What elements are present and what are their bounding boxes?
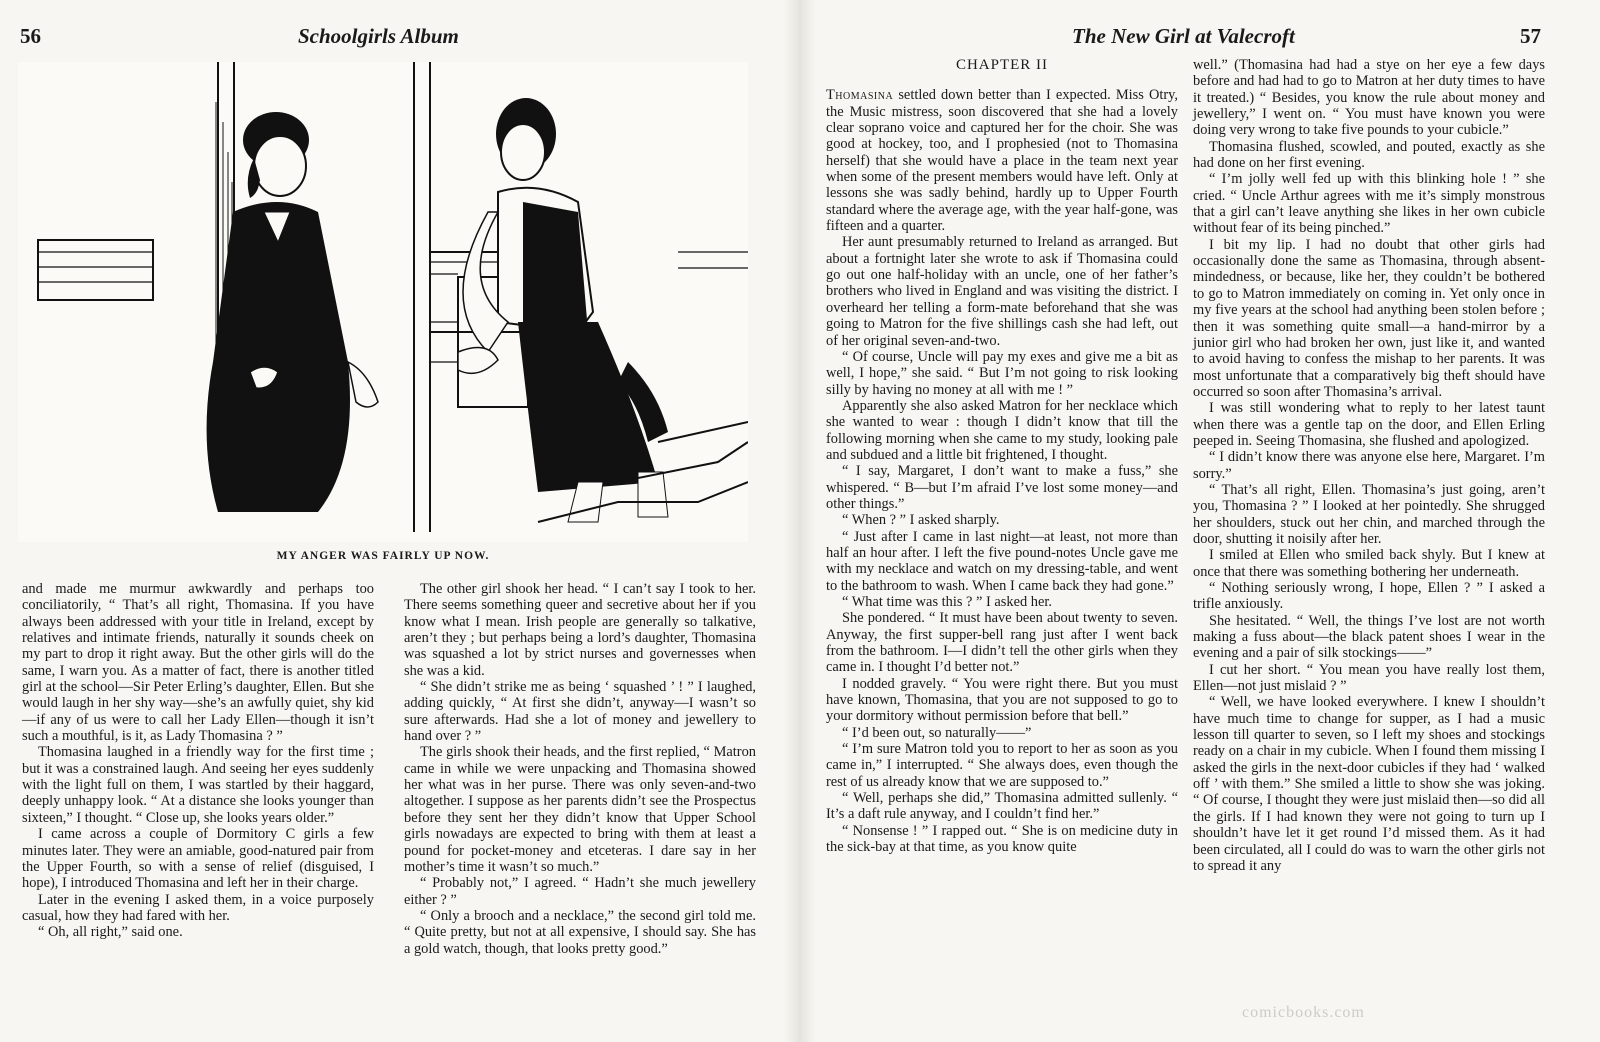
- paragraph-text: I smiled at Ellen who smiled back shyly. But I knew at once that there was something bothering her underneath.: [1193, 547, 1545, 580]
- paragraph-text: “ Well, perhaps she did,” Thomasina admitted sullenly. “ It’s a daft rule anyway, and I couldn’t find her.”: [826, 790, 1178, 823]
- paragraph: [22, 744, 374, 826]
- paragraph: [1193, 613, 1545, 662]
- paragraph: [826, 725, 1178, 741]
- right-running-head: The New Girl at Valecroft: [1072, 24, 1295, 48]
- paragraph-text: “ That’s all right, Ellen. Thomasina’s just going, aren’t you, Thomasina ? ” I looked at her pointedly. She shrugged her shoulders, stuck out her chin, and marched through the door, shutting it noisily after her.: [1193, 481, 1545, 547]
- paragraph-text: “ Probably not,” I agreed. “ Hadn’t she much jewellery either ? ”: [404, 875, 756, 908]
- paragraph-text: “ When ? ” I asked sharply.: [842, 512, 1000, 529]
- paragraph-text: “ I’d been out, so naturally——”: [842, 724, 1032, 741]
- paragraph: [22, 826, 374, 891]
- paragraph-text: I bit my lip. I had no doubt that other girls had occasionally done the same as Thomasina, through absent-mindedness, or because, like her, they couldn’t be bothered to go to Matron immediately on coming in. Yet only once in my five years at the school had anything been stolen before ; then it was something quite small—a hand-mirror by a junior girl who had broken her own, just like it, and wanted to avoid having to confess the mishap to her parents. It was most unfortunate that a comparatively big theft should have occurred so soon after Thomasina’s arrival.: [1193, 236, 1545, 400]
- paragraph-text: “ I’m sure Matron told you to report to her as soon as you came in,” I interrupted. “ She always does, even though the rest of us already know that we are supposed to.”: [826, 741, 1178, 790]
- paragraph: [404, 679, 756, 744]
- paragraph-text: I was still wondering what to reply to her latest taunt when there was a gentle tap on the door, and Ellen Erling peeped in. Seeing Thomasina, she flushed and apologized.: [1193, 400, 1545, 449]
- left-column-2: [404, 581, 756, 957]
- chapter-heading: CHAPTER II: [955, 57, 1049, 73]
- paragraph-text: The other girl shook her head. “ I can’t say I took to her. There seems something queer and secretive about her if you know what I mean. Irish people are generally so talkative, aren’t they ; but perhaps being a lord’s daughter, Thomasina was squashed a lot by strict nurses and governesses when she was a kid.: [404, 581, 756, 679]
- paragraph-text: “ She didn’t strike me as being ‘ squashed ’ ! ” I laughed, adding quickly, “ At first she didn’t, anyway—I wasn’t so sure afterwards. Had she a lot of money and jewellery to hand over ? ”: [404, 679, 756, 745]
- paragraph-text: settled down better than I expected. Miss Otry, the Music mistress, soon discovered that she had a lovely clear soprano voice and captured her for the choir. She was good at hockey, too, and I prophesied (not to Thomasina herself) that she would have a place in the team next year when some of the present members would have left. Only at lessons she was sadly behind, hardly up to Upper Fourth standard where the average age, with the year half-gone, was fifteen and a quarter.: [826, 87, 1178, 235]
- paragraph: [1193, 449, 1545, 482]
- paragraph: [1193, 139, 1545, 172]
- paragraph: [404, 908, 756, 957]
- paragraph: [1193, 547, 1545, 580]
- paragraph: [826, 610, 1178, 675]
- paragraph-text: “ Nothing seriously wrong, I hope, Ellen ? ” I asked a trifle anxiously.: [1193, 580, 1545, 613]
- paragraph: [1193, 171, 1545, 236]
- paragraph-text: “ I’m jolly well fed up with this blinking hole ! ” she cried. “ Uncle Arthur agrees with me it’s simply monstrous that a girl can’t leave anything she likes in her own cubicle without fear of its being pinched.”: [1193, 171, 1545, 237]
- paragraph-text: “ Only a brooch and a necklace,” the second girl told me. “ Quite pretty, but not at all expensive, I should say. She has a gold watch, though, that looks pretty good.”: [404, 907, 756, 957]
- paragraph-text: I cut her short. “ You mean you have really lost them, Ellen—not just mislaid ? ”: [1193, 661, 1545, 695]
- paragraph-text: “ Well, we have looked everywhere. I knew I shouldn’t have much time to change for supper, as I had a music lesson till quarter to seven, so I left my shoes and stockings ready on a chair in my cubicle. When I found them missing I asked the girls in the next-door cubicles if they had ‘ walked off ’ with them.” She smiled a little to show she was joking. “ Of course, I thought they were just mislaid then—so did all the girls. If I had known they were not going to turn up I shouldn’t have let it get round I’d missed them. As it had been circulated, all I could do was to warn the other girls not to spread it any: [1193, 694, 1545, 874]
- paragraph-text: The girls shook their heads, and the first replied, “ Matron came in while we were unpacking and Thomasina showed her what was in her purse. There was only seven-and-two altogether. I suppose as her parents didn’t see the Prospectus before they sent her they didn’t know that Upper School girls nowadays are expected to bring with them at least a pound for pocket-money and etceteras. I dare say in her mother’s time it wasn’t so much.”: [404, 744, 756, 875]
- paragraph: [404, 581, 756, 679]
- paragraph-text: Her aunt presumably returned to Ireland as arranged. But about a fortnight later she wrote to ask if Thomasina could go out one half-holiday with an uncle, one of her father’s brothers who lived in England and was visiting the district. I overheard her telling a form-mate beforehand that she was going to Matron for the five shillings cash she had left, out of her original seven-and-two.: [826, 234, 1178, 349]
- left-page: [0, 0, 784, 1042]
- paragraph: [1193, 482, 1545, 547]
- paragraph: [1193, 662, 1545, 695]
- paragraph: [826, 823, 1178, 856]
- paragraph: [404, 744, 756, 875]
- paragraph-text: “ What time was this ? ” I asked her.: [842, 594, 1052, 610]
- watermark: comicbooks.com: [1242, 1004, 1365, 1021]
- paragraph-text: Apparently she also asked Matron for her necklace which she wanted to wear : though I didn’t know that till the following morning when she came to my study, looking pale and subdued and a little bit frightened, I thought.: [826, 397, 1178, 463]
- paragraph: [1193, 237, 1545, 400]
- right-page-number: 57: [1520, 24, 1541, 48]
- paragraph-text: “ Nonsense ! ” I rapped out. “ She is on medicine duty in the sick-bay at that time, as you know quite: [826, 822, 1178, 856]
- paragraph-text: She hesitated. “ Well, the things I’ve lost are not worth making a fuss about—the black patent shoes I wear in the evening and a pair of silk stockings——”: [1193, 612, 1545, 662]
- illustration: [18, 62, 748, 542]
- paragraph-text: “ I say, Margaret, I don’t want to make a fuss,” she whispered. “ B—but I’m afraid I’ve lost some money—and other things.”: [826, 463, 1178, 512]
- paragraph: [826, 398, 1178, 463]
- paragraph-text: I nodded gravely. “ You were right there. But you must have known, Thomasina, that you are not supposed to go to your dormitory without permission before that bell.”: [826, 675, 1178, 725]
- paragraph-text: and made me murmur awkwardly and perhaps too conciliatorily, “ That’s all right, Thomasina. If you have always been addressed with your title in Ireland, except by relatives and intimate friends, naturally it sounds cheek on my part to drop it right away. But the other girls will do the same, I warn you. As a matter of fact, there is another titled girl at the school—Sir Peter Erling’s daughter, Ellen. But she would laugh in her shy way—she’s an awfully quiet, shy kid—if any of us were to call her Lady Ellen—though it isn’t such a mouthful, is it, as Lady Thomasina ? ”: [22, 581, 374, 745]
- paragraph: [826, 87, 1178, 234]
- paragraph: [1193, 694, 1545, 874]
- right-column-1: [826, 57, 1178, 856]
- paragraph: [826, 741, 1178, 790]
- paragraph-text: “ Just after I came in last night—at least, not more than half an hour after. I left the five pound-notes Uncle gave me with my necklace and watch on my dressing-table, and went to the bathroom to wash. When I came back they had gone.”: [826, 528, 1178, 594]
- left-column-1: [22, 581, 374, 941]
- left-running-head: Schoolgirls Album: [298, 24, 459, 48]
- illustration-caption: MY ANGER WAS FAIRLY UP NOW.: [276, 550, 490, 562]
- paragraph: [826, 512, 1178, 528]
- opening-word: Thomasina: [826, 87, 894, 104]
- paragraph: [1193, 400, 1545, 449]
- paragraph-text: “ Oh, all right,” said one.: [38, 924, 183, 941]
- book-gutter: [784, 0, 816, 1042]
- paragraph-text: “ I didn’t know there was anyone else here, Margaret. I’m sorry.”: [1193, 449, 1545, 482]
- paragraph: [22, 892, 374, 925]
- paragraph: [826, 349, 1178, 398]
- paragraph: [826, 234, 1178, 348]
- right-page: [816, 0, 1600, 1042]
- paragraph: [1193, 580, 1545, 613]
- paragraph: [826, 790, 1178, 823]
- paragraph: [826, 594, 1178, 610]
- paragraph-text: I came across a couple of Dormitory C girls a few minutes later. They were an amiable, good-natured pair from the Upper Fourth, so with a sense of relief (disguised, I hope), I introduced Thomasina and left her in their charge.: [22, 826, 374, 892]
- paragraph-text: “ Of course, Uncle will pay my exes and give me a bit as well, I hope,” she said. “ But I’m not going to risk looking silly by having no money at all with me ! ”: [826, 348, 1178, 398]
- paragraph-text: well.” (Thomasina had had a stye on her eye a few days before and had had to go to Matron at her duty times to have it treated.) “ Besides, you know the rule about money and jewellery,” I went on. “ You must have known you were doing very wrong to take five pounds to your cubicle.”: [1193, 57, 1545, 139]
- paragraph: [826, 676, 1178, 725]
- paragraph-text: She pondered. “ It must have been about twenty to seven. Anyway, the first supper-bell rang just after I went back from the bathroom. I—I didn’t tell the other girls when they came in. I thought I’d better not.”: [826, 610, 1178, 676]
- paragraph: [404, 875, 756, 908]
- paragraph: [826, 463, 1178, 512]
- paragraph: [22, 581, 374, 744]
- paragraph-text: Thomasina laughed in a friendly way for the first time ; but it was a constrained laugh. And seeing her eyes suddenly with the light full on them, I was startled by their haggard, deeply unhappy look. “ At a distance she looks younger than sixteen,” I thought. “ Close up, she looks years older.”: [22, 744, 374, 826]
- paragraph: [1193, 57, 1545, 139]
- paragraph: [22, 924, 374, 940]
- paragraph-text: Thomasina flushed, scowled, and pouted, exactly as she had done on her first evening.: [1193, 138, 1545, 172]
- right-column-2: [1193, 57, 1545, 874]
- left-page-number: 56: [20, 24, 41, 48]
- paragraph-text: Later in the evening I asked them, in a voice purposely casual, how they had fared with her.: [22, 891, 374, 924]
- paragraph: [826, 529, 1178, 594]
